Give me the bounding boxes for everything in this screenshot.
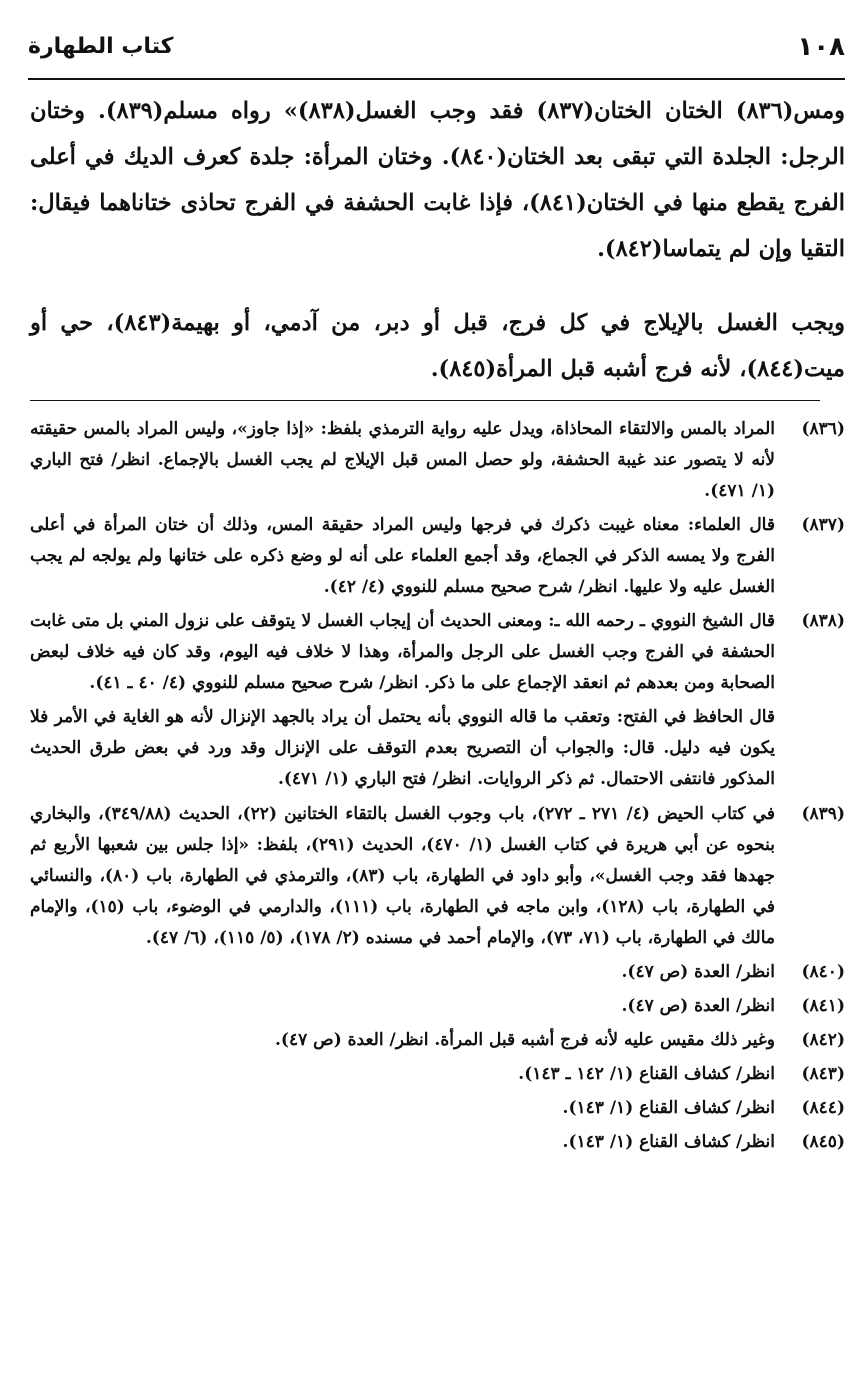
- footnote-number: (٨٤٠): [801, 962, 845, 982]
- footnote-text: انظر/ كشاف القناع (١/ ١٤٣).: [562, 1098, 775, 1118]
- footnote: [30, 957, 845, 988]
- footnote: [30, 510, 845, 603]
- footnote: [30, 1059, 845, 1090]
- footnote: [30, 606, 845, 699]
- main-paragraph: ويجب الغسل بالإيلاج في كل فرج، قبل أو دبر، من آدمي، أو بهيمة(٨٤٣)، حي أو ميت(٨٤٤)، لأنه فرج أشبه قبل المرأة(٨٤٥).: [30, 310, 845, 382]
- footnote-text: في كتاب الحيض (٤/ ٢٧١ ـ ٢٧٢)، باب وجوب الغسل بالتقاء الختانين (٢٢)، الحديث (٣٤٩/٨٨)، والبخاري بنحوه عن أبي هريرة في كتاب الغسل (١/ ٤٧٠)، الحديث (٢٩١)، بلفظ: «إذا جلس بين شعبها الأربع ثم جهدها فقد وجب الغسل»، وأبو داود في الطهارة، باب (٨٣)، والترمذي في الطهارة، باب (٨٠)، والنسائي في الطهارة، باب (١٢٨)، وابن ماجه في الطهارة، باب (١١١)، والدارمي في الوضوء، باب (١٥)، والإمام مالك في الطهارة، باب (٧١، ٧٣)، والإمام أحمد في مسنده (٢/ ١٧٨)، (٥/ ١١٥)، (٦/ ٤٧).: [30, 804, 775, 948]
- footnote-text: انظر/ كشاف القناع (١/ ١٤٣).: [562, 1132, 775, 1152]
- footnote-number: (٨٣٧): [801, 515, 845, 535]
- footnote-text: المراد بالمس والالتقاء المحاذاة، ويدل عليه رواية الترمذي بلفظ: «إذا جاوز»، وليس المراد بالمس حقيقته لأنه لا يتصور عند غيبة الحشفة، ولو حصل المس قبل الإيلاج لم يجب الغسل بالإجماع. انظر/ فتح الباري (١/ ٤٧١).: [30, 419, 775, 501]
- footnote-number: (٨٤٢): [801, 1030, 845, 1050]
- footnote: [30, 414, 845, 507]
- footnote-text: وغير ذلك مقيس عليه لأنه فرج أشبه قبل المرأة. انظر/ العدة (ص ٤٧).: [274, 1030, 775, 1050]
- footnote-text: انظر/ كشاف القناع (١/ ١٤٢ ـ ١٤٣).: [518, 1064, 775, 1084]
- footnote-text: قال العلماء: معناه غيبت ذكرك في فرجها وليس المراد حقيقة المس، وذلك أن ختان المرأة في أعلى الفرج ولا يمسه الذكر في الجماع، وقد أجمع العلماء على أنه لو وضع ذكره على ختانها ولم يولجه لم يجب الغسل عليه ولا عليها. انظر/ شرح صحيح مسلم للنووي (٤/ ٤٢).: [30, 515, 775, 597]
- footnote-text: قال الشيخ النووي ـ رحمه الله ـ: ومعنى الحديث أن إيجاب الغسل لا يتوقف على نزول المني بل متى غابت الحشفة في الفرج وجب الغسل على الرجل والمرأة، وهذا لا خلاف فيه اليوم، وقد كان فيه خلاف لبعض الصحابة ومن بعدهم ثم انعقد الإجماع على ما ذكر. انظر/ شرح صحيح مسلم للنووي (٤/ ٤٠ ـ ٤١).: [30, 611, 775, 693]
- footnote-number: (٨٤١): [801, 996, 845, 1016]
- book-title: كتاب الطهارة: [28, 34, 174, 59]
- footnote: [30, 1127, 845, 1158]
- footnote-continuation: قال الحافظ في الفتح: وتعقب ما قاله النووي بأنه يحتمل أن يراد بالجهد الإنزال لأنه هو الغاية في الأمر فلا يكون فيه دليل. قال: والجواب أن التصريح بعدم التوقف على الإنزال وقد ورد في بعض طرق الحديث المذكور فانتفى الاحتمال. ثم ذكر الروايات. انظر/ فتح الباري (١/ ٤٧١).: [30, 707, 775, 789]
- footnote-number: (٨٣٨): [801, 611, 845, 631]
- footnote: [30, 799, 845, 954]
- footnote: [30, 1093, 845, 1124]
- footnote-number: (٨٣٦): [801, 419, 845, 439]
- page-number: ١٠٨: [797, 32, 845, 62]
- footnote-number: (٨٤٤): [801, 1098, 845, 1118]
- footnote-text: انظر/ العدة (ص ٤٧).: [621, 962, 775, 982]
- footnote-text: انظر/ العدة (ص ٤٧).: [621, 996, 775, 1016]
- footnote-number: (٨٤٥): [801, 1132, 845, 1152]
- footnote-number: (٨٤٣): [801, 1064, 845, 1084]
- footnote-number: (٨٣٩): [801, 804, 845, 824]
- footnote: [30, 1025, 845, 1056]
- page-header: [28, 32, 845, 80]
- main-text: [30, 88, 845, 392]
- footnote: [30, 991, 845, 1022]
- footnote-separator: [30, 400, 820, 401]
- footnotes: [30, 414, 845, 1161]
- main-paragraph: ومس(٨٣٦) الختان الختان(٨٣٧) فقد وجب الغسل(٨٣٨)» رواه مسلم(٨٣٩). وختان الرجل: الجلدة التي تبقى بعد الختان(٨٤٠). وختان المرأة: جلدة كعرف الديك في أعلى الفرج يقطع منها في الختان(٨٤١)، فإذا غابت الحشفة في الفرج تحاذى ختاناهما فيقال: التقيا وإن لم يتماسا(٨٤٢).: [30, 98, 846, 262]
